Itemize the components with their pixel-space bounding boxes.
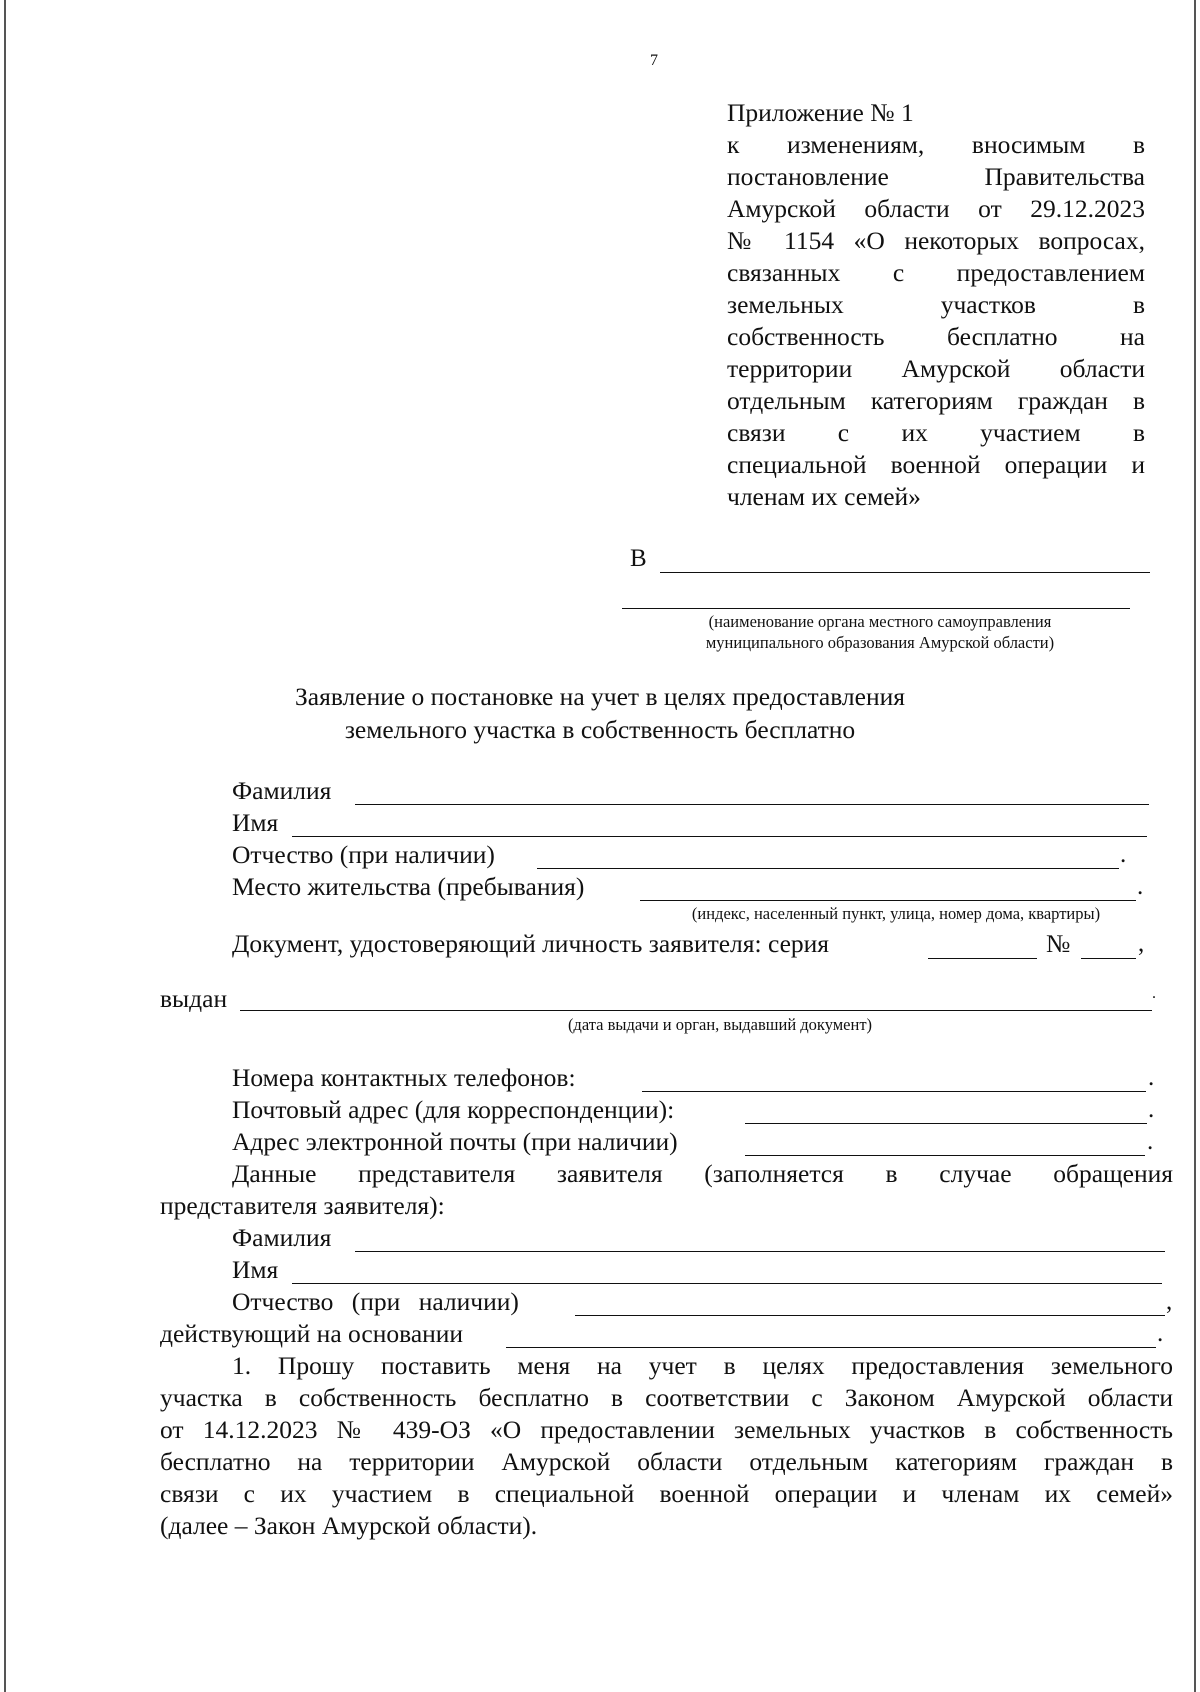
- addressee-caption-line: муниципального образования Амурской области): [705, 633, 1055, 652]
- appendix-line: членам их семей»: [727, 482, 921, 511]
- addressee-caption-line: (наименование органа местного самоуправления: [708, 612, 1052, 631]
- request-line: от 14.12.2023 № 439-ОЗ «О предоставлении земельных участков в собственность: [160, 1415, 1173, 1444]
- residence-caption: (индекс, населенный пункт, улица, номер дома, квартиры): [691, 904, 1101, 923]
- phones-field[interactable]: [642, 1091, 1146, 1092]
- addressee-caption: [620, 611, 1140, 653]
- request-line: бесплатно на территории Амурской области отдельным категориям граждан в: [160, 1447, 1173, 1476]
- appendix-line: территории Амурской области: [727, 354, 1145, 383]
- postal-address-label: Почтовый адрес (для корреспонденции):: [232, 1095, 675, 1124]
- name-label: Имя: [232, 808, 279, 837]
- document-title-line: Заявление о постановке на учет в целях предоставления: [295, 682, 905, 711]
- residence-label: Место жительства (пребывания): [232, 872, 585, 901]
- addressee-field-line-1[interactable]: [660, 572, 1150, 573]
- appendix-line: к изменениям, вносимым в: [727, 130, 1145, 159]
- field-comma: ,: [1166, 1288, 1173, 1315]
- issued-label: выдан: [160, 984, 228, 1013]
- appendix-line: Амурской области от 29.12.2023: [727, 194, 1145, 223]
- issued-caption: (дата выдачи и орган, выдавший документ): [567, 1015, 873, 1034]
- surname-field[interactable]: [355, 804, 1149, 805]
- request-paragraph: [160, 1350, 1173, 1542]
- field-period: .: [1147, 1128, 1154, 1155]
- residence-field[interactable]: [640, 900, 1136, 901]
- representative-intro-line: Данные представителя заявителя (заполняется в случае обращения: [232, 1159, 1173, 1188]
- patronymic-label: Отчество (при наличии): [232, 840, 495, 869]
- rep-basis-field[interactable]: [506, 1347, 1156, 1348]
- appendix-line: собственность бесплатно на: [727, 322, 1145, 351]
- request-line: (далее – Закон Амурской области).: [160, 1511, 538, 1540]
- addressee-field-line-2[interactable]: [622, 608, 1130, 609]
- document-title: [230, 680, 970, 746]
- request-line: связи с их участием в специальной военной операции и членам их семей»: [160, 1479, 1173, 1508]
- appendix-line: постановление Правительства: [727, 162, 1145, 191]
- rep-basis-label: действующий на основании: [160, 1319, 464, 1348]
- postal-address-field[interactable]: [745, 1123, 1147, 1124]
- field-period: .: [1152, 985, 1156, 1002]
- id-document-label: Документ, удостоверяющий личность заявителя: серия: [232, 929, 830, 958]
- phones-label: Номера контактных телефонов:: [232, 1063, 576, 1092]
- representative-intro: [160, 1158, 1173, 1222]
- document-title-line: земельного участка в собственность бесплатно: [344, 715, 856, 744]
- appendix-line: специальной военной операции и: [727, 450, 1145, 479]
- rep-name-label: Имя: [232, 1255, 279, 1284]
- id-number-label: №: [1046, 929, 1071, 958]
- page-border-left: [4, 0, 6, 1692]
- email-field[interactable]: [745, 1155, 1145, 1156]
- name-field[interactable]: [292, 836, 1147, 837]
- page-border-right: [1194, 0, 1196, 1692]
- field-comma: ,: [1138, 930, 1145, 957]
- appendix-line: Приложение № 1: [727, 98, 914, 127]
- rep-patronymic-label: Отчество (при наличии): [232, 1287, 519, 1316]
- rep-surname-field[interactable]: [355, 1251, 1165, 1252]
- appendix-line: земельных участков в: [727, 290, 1145, 319]
- appendix-block: [727, 97, 1145, 513]
- surname-label: Фамилия: [232, 776, 332, 805]
- representative-intro-line: представителя заявителя):: [160, 1191, 445, 1220]
- rep-name-field[interactable]: [292, 1283, 1162, 1284]
- field-period: .: [1120, 841, 1127, 868]
- id-number-field[interactable]: [1081, 958, 1136, 959]
- appendix-line: № 1154 «О некоторых вопросах,: [727, 226, 1145, 255]
- email-label: Адрес электронной почты (при наличии): [232, 1127, 678, 1156]
- addressee-prefix: В: [630, 545, 647, 572]
- page-number: 7: [650, 52, 658, 69]
- rep-surname-label: Фамилия: [232, 1223, 332, 1252]
- field-period: .: [1157, 1320, 1164, 1347]
- rep-patronymic-field[interactable]: [575, 1315, 1165, 1316]
- id-series-field[interactable]: [928, 958, 1037, 959]
- issued-field[interactable]: [240, 1010, 1152, 1011]
- field-period: .: [1137, 873, 1144, 900]
- appendix-line: связи с их участием в: [727, 418, 1145, 447]
- patronymic-field[interactable]: [537, 868, 1119, 869]
- appendix-line: отдельным категориям граждан в: [727, 386, 1145, 415]
- request-line: участка в собственность бесплатно в соответствии с Законом Амурской области: [160, 1383, 1173, 1412]
- request-line: 1. Прошу поставить меня на учет в целях предоставления земельного: [232, 1351, 1173, 1380]
- field-period: .: [1148, 1096, 1155, 1123]
- appendix-line: связанных с предоставлением: [727, 258, 1145, 287]
- field-period: .: [1148, 1064, 1155, 1091]
